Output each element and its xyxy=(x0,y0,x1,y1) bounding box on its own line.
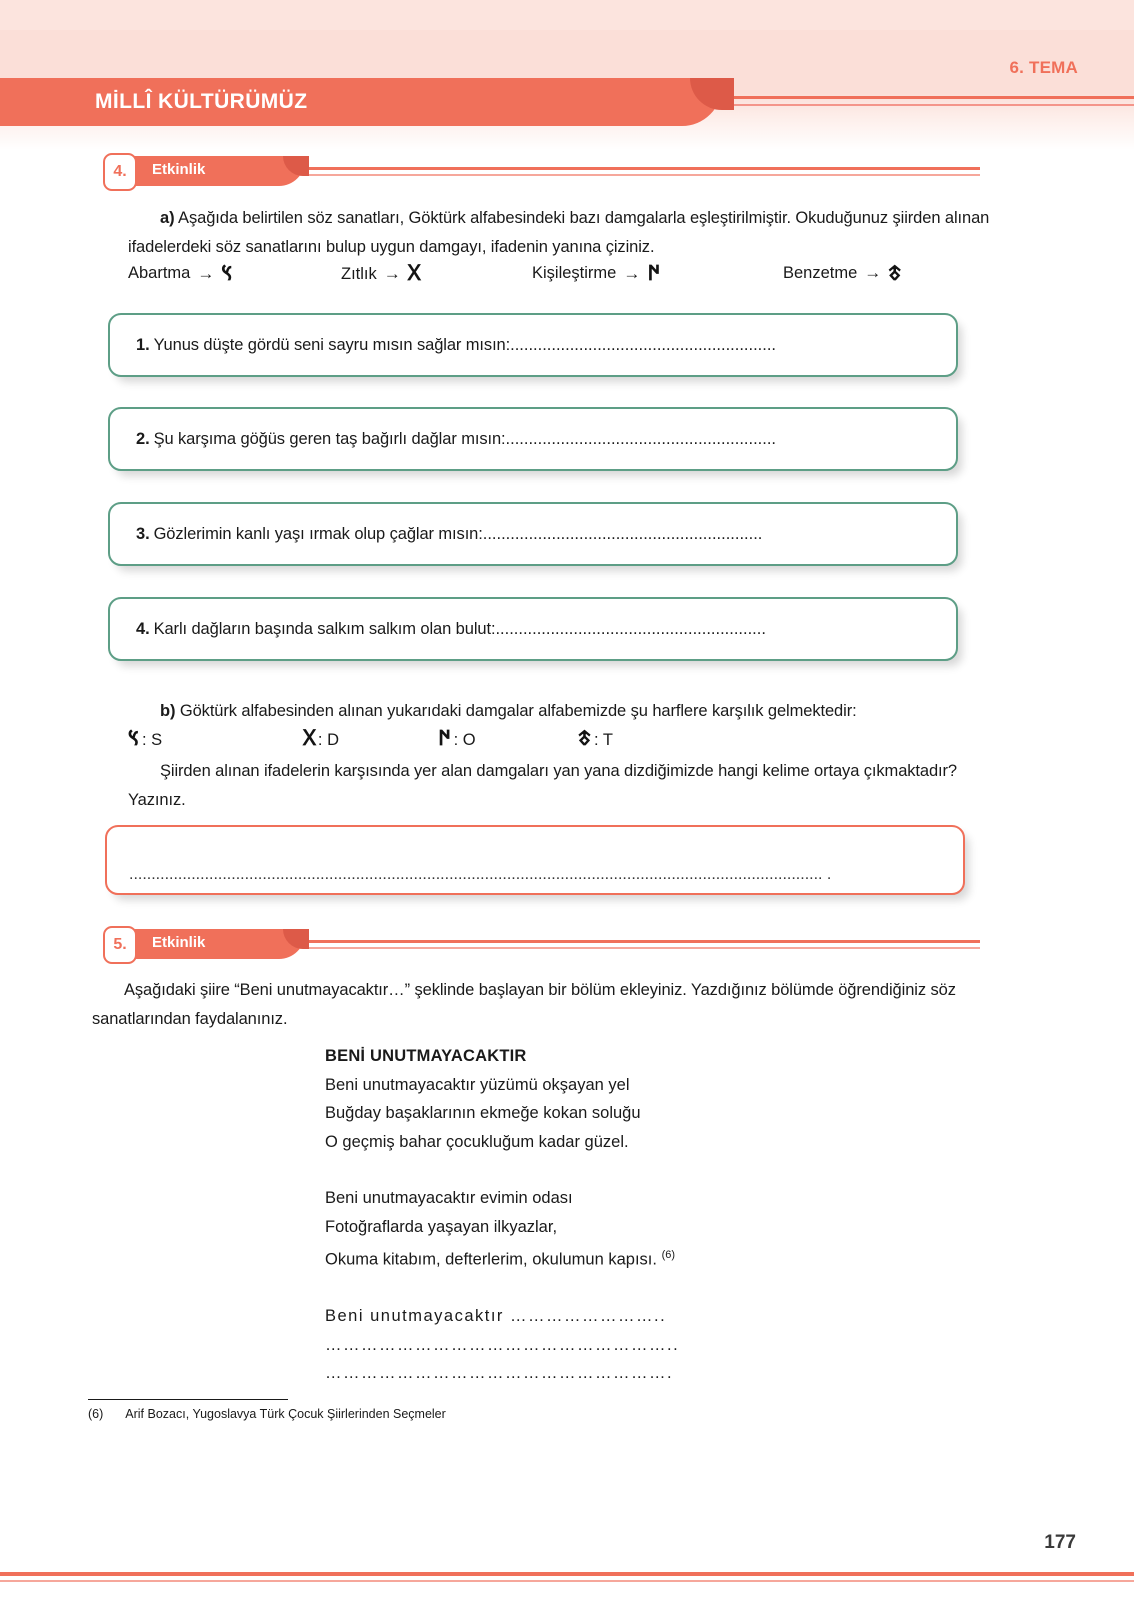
verse-2-answer-dots[interactable]: ........................................................... xyxy=(505,429,777,448)
activity-rule-primary xyxy=(300,940,980,943)
activity-4-answer-dots[interactable]: ............................................................................................................................................................ . xyxy=(129,866,832,883)
gokturk-rune-s-icon: 𐰽 xyxy=(221,261,233,285)
gokturk-rune-t-icon: 𐱃 xyxy=(578,726,591,750)
arrow-right-icon: → xyxy=(623,263,641,283)
activity-rule-primary xyxy=(300,167,980,170)
arrow-right-icon: → xyxy=(864,263,882,282)
letter-map-item-s xyxy=(128,728,162,750)
letter-map-item-t xyxy=(578,728,613,750)
poem-line-with-footnote xyxy=(325,1241,845,1274)
poem-answer-line-3[interactable]: …………………………………………………. xyxy=(325,1364,674,1382)
poem-line: Beni unutmayacaktır evimin odası xyxy=(325,1189,573,1207)
rune-legend-row xyxy=(128,263,988,293)
prompt-a-marker: a) xyxy=(160,209,175,227)
verse-4-text: Karlı dağların başında salkım salkım olan bulut: xyxy=(153,619,496,638)
banner-rule-primary xyxy=(700,96,1134,99)
rune-legend-term-3: Benzetme xyxy=(783,263,858,282)
verse-box-2[interactable] xyxy=(108,407,958,471)
poem-line: Buğday başaklarının ekmeğe kokan soluğu xyxy=(325,1104,641,1122)
verse-4-answer-dots[interactable]: ........................................................... xyxy=(495,619,766,638)
gokturk-rune-o-icon: 𐰇 xyxy=(647,261,660,285)
footnote-marker-inline: (6) xyxy=(661,1249,676,1261)
arrow-right-icon: → xyxy=(383,264,401,283)
verse-4-content xyxy=(136,599,766,659)
footnote-marker: (6) xyxy=(88,1407,104,1421)
verse-1-content xyxy=(136,315,776,375)
prompt-b-marker: b) xyxy=(160,702,176,720)
page-bottom-rule-primary xyxy=(0,1572,1134,1576)
activity-5-header xyxy=(0,929,1134,963)
page-bottom-rule-secondary xyxy=(0,1580,1134,1582)
rune-legend-item-benzetme xyxy=(783,263,901,283)
verse-box-1[interactable] xyxy=(108,313,958,377)
letter-map-value-o: : O xyxy=(453,731,476,749)
letter-map-value-d: : D xyxy=(317,731,339,749)
rune-legend-term-1: Zıtlık xyxy=(341,264,377,283)
verse-2-content xyxy=(136,409,776,469)
activity-5-number-badge: 5. xyxy=(103,926,137,964)
activity-rule-secondary xyxy=(300,174,980,176)
gokturk-rune-t-icon: 𐱃 xyxy=(888,261,902,285)
activity-4-prompt-a xyxy=(128,204,990,262)
banner-title: MİLLÎ KÜLTÜRÜMÜZ xyxy=(95,90,308,113)
activity-4-answer-box[interactable] xyxy=(105,825,965,895)
activity-5-rule-group xyxy=(300,940,980,954)
poem-answer-line-2[interactable]: ………………………………………………….. xyxy=(325,1335,680,1354)
poem-stanza-gap xyxy=(325,1156,845,1184)
rune-legend-term-2: Kişileştirme xyxy=(532,264,617,282)
activity-4-prompt-b xyxy=(128,697,990,726)
verse-2-number: 2. xyxy=(136,429,150,448)
page-number: 177 xyxy=(1044,1532,1076,1553)
prompt-a-text: Aşağıda belirtilen söz sanatları, Göktürk alfabesindeki bazı damgalarla eşleştirilmiştir. Okuduğunuz şiirden alınan ifadelerdeki söz sanatlarını bulup uygun damgayı, ifadenin yanına çiziniz. xyxy=(128,209,990,256)
footnote-text: Arif Bozacı, Yugoslavya Türk Çocuk Şiirlerinden Seçmeler xyxy=(125,1407,446,1421)
activity-5-prompt: Aşağıdaki şiire “Beni unutmayacaktır…” şeklinde başlayan bir bölüm ekleyiniz. Yazdığınız bölümde öğrendiğiniz söz sanatlarından faydalanınız. xyxy=(92,981,956,1028)
verse-3-content xyxy=(136,504,762,564)
poem-title: BENİ UNUTMAYACAKTIR xyxy=(325,1047,527,1065)
rune-legend-item-zitlik xyxy=(341,263,420,285)
letter-map-value-t: : T xyxy=(593,731,613,749)
activity-rule-secondary xyxy=(300,947,980,949)
activity-4-number-badge: 4. xyxy=(103,153,137,191)
verse-3-text: Gözlerimin kanlı yaşı ırmak olup çağlar mısın: xyxy=(153,524,483,543)
letter-map-item-d xyxy=(303,728,339,750)
verse-3-answer-dots[interactable]: ............................................................. xyxy=(482,524,763,543)
activity-5-label: Etkinlik xyxy=(152,934,206,951)
footnote xyxy=(88,1407,446,1421)
rune-legend-item-abartma xyxy=(128,263,232,284)
poem-line: Beni unutmayacaktır yüzümü okşayan yel xyxy=(325,1075,630,1094)
letter-map-row xyxy=(128,728,988,756)
chapter-banner xyxy=(0,78,1134,126)
poem-answer-line-1[interactable]: Beni unutmayacaktır …………………….. xyxy=(325,1307,667,1325)
verse-4-number: 4. xyxy=(136,619,150,638)
gokturk-rune-d-icon: 𐰓 xyxy=(303,726,315,751)
letter-map-item-o xyxy=(438,728,476,750)
verse-1-answer-dots[interactable]: .......................................................... xyxy=(510,335,777,354)
banner-rule-secondary xyxy=(700,104,1134,106)
verse-box-4[interactable] xyxy=(108,597,958,661)
verse-1-text: Yunus düşte gördü seni sayru mısın sağlar mısın: xyxy=(153,335,511,354)
activity-4-rule-group xyxy=(300,167,980,181)
activity-4-header xyxy=(0,156,1134,190)
poem-line-text: Okuma kitabım, defterlerim, okulumun kapısı. xyxy=(325,1250,657,1269)
arrow-right-icon: → xyxy=(197,263,215,283)
poem-line: Fotoğraflarda yaşayan ilkyazlar, xyxy=(325,1217,558,1236)
verse-2-text: Şu karşıma göğüs geren taş bağırlı dağlar mısın: xyxy=(153,429,506,448)
poem-block xyxy=(325,1042,845,1388)
verse-box-3[interactable] xyxy=(108,502,958,566)
gokturk-rune-d-icon: 𐰓 xyxy=(407,261,420,286)
footnote-divider xyxy=(88,1399,288,1400)
rune-legend-item-kisilestirme xyxy=(532,263,660,284)
gokturk-rune-s-icon: 𐰽 xyxy=(128,726,139,750)
verse-1-number: 1. xyxy=(136,335,150,354)
page-top-strip xyxy=(0,0,1134,30)
rune-legend-term-0: Abartma xyxy=(128,264,191,282)
poem-line: O geçmiş bahar çocukluğum kadar güzel. xyxy=(325,1132,629,1151)
letter-map-value-s: : S xyxy=(141,731,163,749)
activity-4-prompt-c: Şiirden alınan ifadelerin karşısında yer alan damgaları yan yana dizdiğimizde hangi kelime ortaya çıkmaktadır? Yazınız. xyxy=(128,762,958,809)
activity-4-label: Etkinlik xyxy=(152,161,206,178)
poem-stanza-gap xyxy=(325,1274,845,1302)
prompt-b-text: Göktürk alfabesinden alınan yukarıdaki damgalar alfabemizde şu harflere karşılık gelmektedir: xyxy=(175,702,857,720)
verse-3-number: 3. xyxy=(136,524,150,543)
gokturk-rune-o-icon: 𐰇 xyxy=(438,726,451,750)
banner-rule-group xyxy=(700,96,1134,120)
theme-label: 6. TEMA xyxy=(1009,58,1078,77)
